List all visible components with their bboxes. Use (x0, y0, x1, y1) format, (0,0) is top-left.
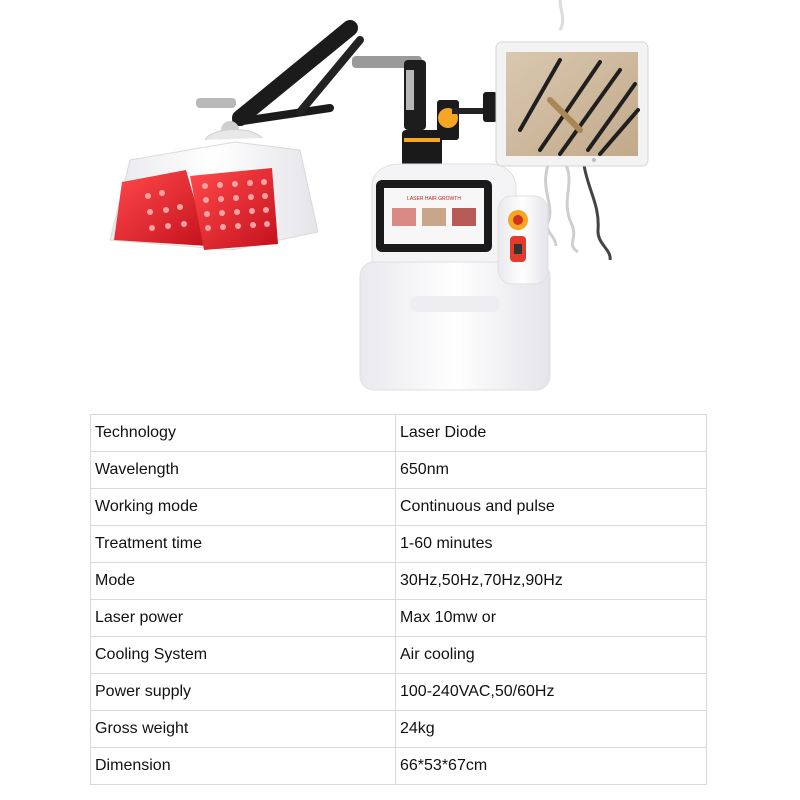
led-panel (110, 130, 318, 250)
spec-label: Gross weight (91, 711, 396, 748)
table-row (91, 563, 707, 600)
support-arm (196, 28, 426, 139)
spec-label: Technology (91, 415, 396, 452)
spec-value: 24kg (396, 711, 707, 748)
spec-label: Working mode (91, 489, 396, 526)
spec-value: Laser Diode (396, 415, 707, 452)
spec-label: Power supply (91, 674, 396, 711)
spec-value: Air cooling (396, 637, 707, 674)
spec-value: Continuous and pulse (396, 489, 707, 526)
table-row (91, 415, 707, 452)
device-screen-label: LASER HAIR GROWTH (407, 196, 461, 202)
spec-label: Mode (91, 563, 396, 600)
table-row (91, 637, 707, 674)
table-row (91, 674, 707, 711)
table-row (91, 600, 707, 637)
hair-analysis-monitor (496, 42, 648, 166)
spec-value: 30Hz,50Hz,70Hz,90Hz (396, 563, 707, 600)
main-unit (360, 164, 550, 390)
table-row (91, 489, 707, 526)
spec-value: 1-60 minutes (396, 526, 707, 563)
spec-table (90, 414, 707, 785)
spec-value: 66*53*67cm (396, 748, 707, 785)
spec-value: 650nm (396, 452, 707, 489)
spec-label: Treatment time (91, 526, 396, 563)
spec-value: Max 10mw or (396, 600, 707, 637)
table-row (91, 452, 707, 489)
spec-label: Cooling System (91, 637, 396, 674)
spec-value: 100-240VAC,50/60Hz (396, 674, 707, 711)
spec-label: Dimension (91, 748, 396, 785)
table-row (91, 526, 707, 563)
table-row (91, 711, 707, 748)
spec-label: Laser power (91, 600, 396, 637)
spec-label: Wavelength (91, 452, 396, 489)
table-row (91, 748, 707, 785)
